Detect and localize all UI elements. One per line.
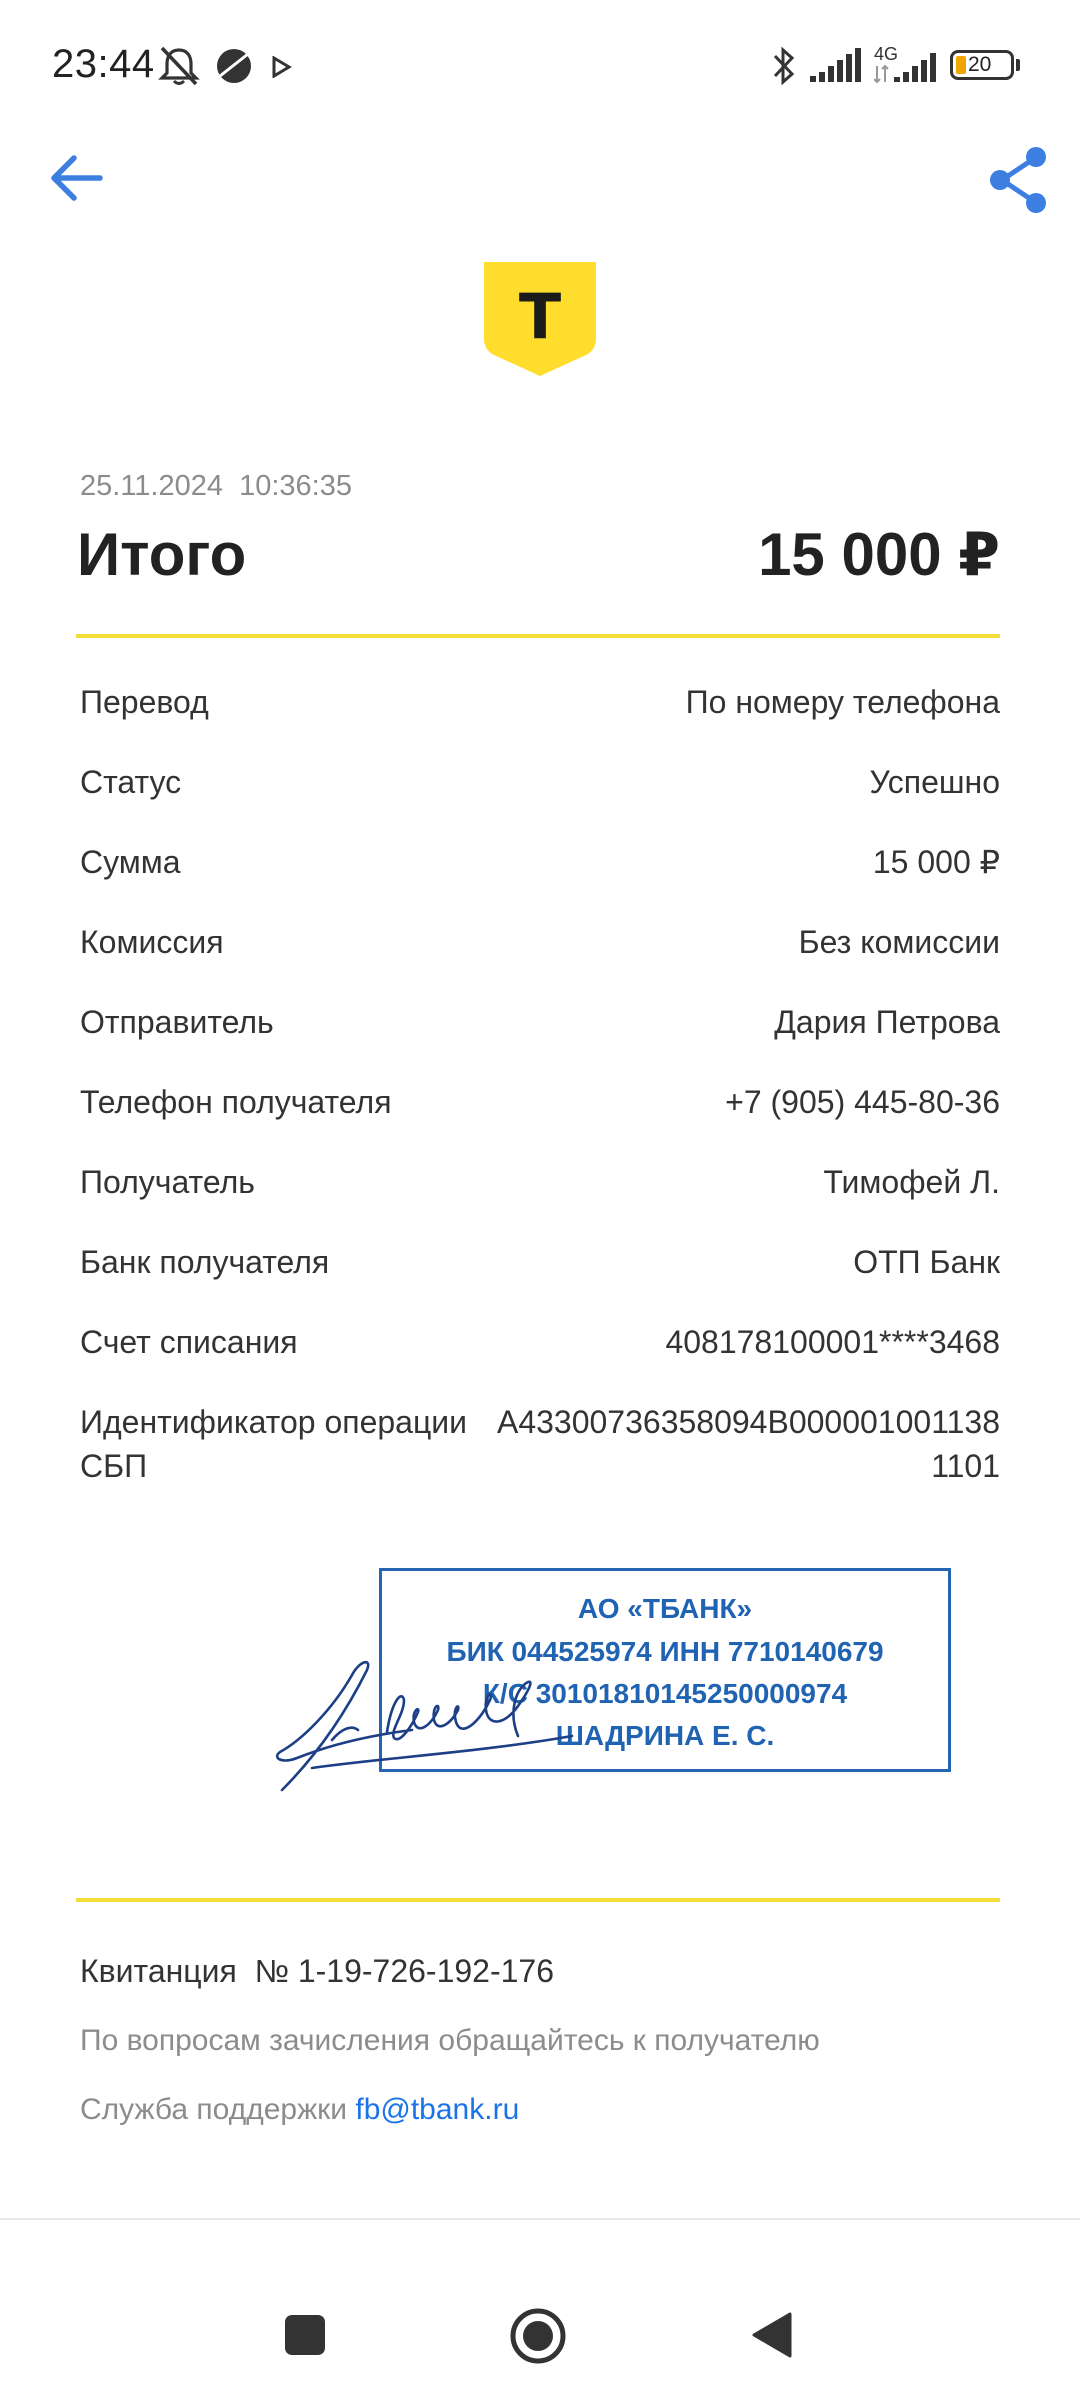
detail-value: A43300736358094B0000010011381101 <box>496 1404 1000 1484</box>
home-button[interactable] <box>508 2306 568 2366</box>
footer-divider <box>76 1898 1000 1902</box>
battery-percent: 20 <box>968 53 992 76</box>
support-line <box>80 2093 519 2127</box>
battery-level <box>956 56 966 74</box>
signal-4g-icon <box>874 48 938 84</box>
battery-icon <box>950 50 1014 80</box>
battery-tip <box>1016 59 1020 71</box>
detail-label: Статус <box>80 764 182 800</box>
stamp-line: АО «ТБАНК» <box>577 1593 753 1624</box>
nav-separator <box>0 2218 1080 2220</box>
back-triangle-icon <box>750 2310 796 2360</box>
tbank-logo <box>482 260 598 376</box>
header-divider <box>76 634 1000 638</box>
detail-label: Получатель <box>80 1164 255 1200</box>
signal-icon <box>810 48 862 82</box>
support-email-link[interactable]: fb@tbank.ru <box>355 2093 520 2126</box>
detail-label: Счет списания <box>80 1324 298 1360</box>
detail-value: Успешно <box>869 764 1000 800</box>
detail-label: Идентификатор операции СБП <box>80 1404 468 1484</box>
total-amount: 15 000 ₽ <box>758 521 1000 588</box>
detail-label: Сумма <box>80 844 181 880</box>
receipt-date: 25.11.2024 10:36:35 <box>80 470 352 502</box>
logo-letter: Т <box>518 280 562 353</box>
share-icon <box>978 140 1058 220</box>
detail-value: Без комиссии <box>798 924 1000 960</box>
stamp-line: К/С 30101810145250000974 <box>482 1678 848 1709</box>
detail-label: Перевод <box>80 684 209 720</box>
status-time: 23:44 <box>52 42 155 86</box>
support-label: Служба поддержки <box>80 2093 348 2126</box>
detail-label: Отправитель <box>80 1004 274 1040</box>
detail-value: +7 (905) 445-80-36 <box>725 1084 1000 1120</box>
signature <box>272 1640 592 1800</box>
back-nav-button[interactable] <box>750 2310 796 2360</box>
detail-value: 408178100001****3468 <box>665 1324 1000 1360</box>
bluetooth-icon <box>770 44 798 88</box>
home-icon <box>508 2306 568 2366</box>
recents-icon <box>285 2315 325 2355</box>
detail-value: Дария Петрова <box>774 1004 1000 1040</box>
detail-value: По номеру телефона <box>685 684 1000 720</box>
detail-label: Комиссия <box>80 924 224 960</box>
vpn-icon <box>214 46 254 86</box>
detail-value: Тимофей Л. <box>823 1164 1000 1200</box>
stamp-line: БИК 044525974 ИНН 7710140679 <box>446 1636 884 1667</box>
status-bar <box>0 0 1080 130</box>
total-label: Итого <box>77 521 247 588</box>
receipt-number: Квитанция № 1-19-726-192-176 <box>80 1953 554 1989</box>
back-button[interactable] <box>40 140 116 216</box>
network-type: 4G <box>874 44 899 64</box>
recipient-note: По вопросам зачисления обращайтесь к получателю <box>80 2024 820 2057</box>
detail-value: 15 000 ₽ <box>872 844 1000 880</box>
share-button[interactable] <box>978 140 1058 220</box>
play-icon <box>272 56 292 78</box>
arrow-left-icon <box>40 140 116 216</box>
mute-icon <box>156 44 202 88</box>
detail-label: Телефон получателя <box>80 1084 392 1120</box>
recents-button[interactable] <box>282 2312 328 2358</box>
stamp-line: ШАДРИНА Е. С. <box>555 1720 775 1751</box>
detail-value: ОТП Банк <box>853 1244 1000 1280</box>
detail-label: Банк получателя <box>80 1244 330 1280</box>
